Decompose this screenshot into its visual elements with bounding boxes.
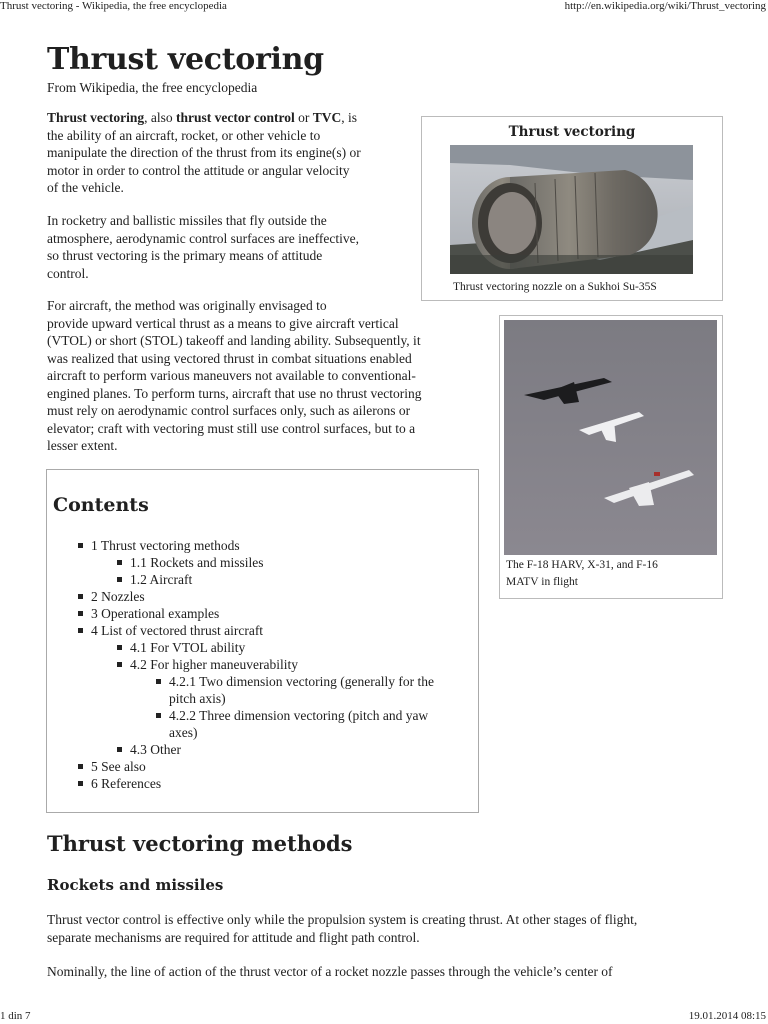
toc-title: Contents [53, 494, 149, 516]
toc-item[interactable]: 4 List of vectored thrust aircraft [91, 623, 264, 638]
toc-item[interactable]: 1.1 Rockets and missiles [130, 555, 264, 570]
intro-text: or [294, 110, 313, 125]
toc-item-continuation[interactable]: axes) [169, 725, 198, 740]
para-line: engined planes. To perform turns, aircraft that use no thrust vectoring [47, 385, 422, 401]
toc-item[interactable]: 4.3 Other [130, 742, 181, 757]
toc-item[interactable]: 4.2.2 Three dimension vectoring (pitch and yaw [169, 708, 429, 723]
intro-text: , also [144, 110, 176, 125]
print-header-url: http://en.wikipedia.org/wiki/Thrust_vectoring [564, 0, 766, 12]
toc-item[interactable]: 5 See also [91, 759, 146, 774]
toc-item[interactable]: 1.2 Aircraft [130, 572, 193, 587]
para-line: control. [47, 265, 89, 281]
para-line: separate mechanisms are required for attitude and flight path control. [47, 929, 420, 945]
term-thrust-vectoring: Thrust vectoring [47, 110, 145, 125]
toc-item[interactable]: 4.1 For VTOL ability [130, 640, 246, 655]
infobox-title: Thrust vectoring [508, 124, 636, 140]
paragraph-rocketry [47, 212, 359, 282]
table-of-contents [46, 469, 479, 813]
subsection-heading: Rockets and missiles [47, 876, 224, 894]
thumbnail-caption-line: MATV in flight [506, 576, 578, 588]
intro-line: motor in order to control the attitude or angular velocity [47, 162, 350, 178]
toc-item[interactable]: 6 References [91, 776, 162, 791]
section-paragraph [47, 911, 637, 946]
para-line: was realized that using vectored thrust in combat situations enabled [47, 350, 412, 366]
section-heading: Thrust vectoring methods [47, 831, 353, 856]
infobox-caption: Thrust vectoring nozzle on a Sukhoi Su-35S [453, 281, 657, 293]
paragraph-aircraft [47, 297, 421, 455]
para-line: (VTOL) or short (STOL) takeoff and landing ability. Subsequently, it [47, 333, 421, 348]
para-line: provide upward vertical thrust as a means to give aircraft vertical [47, 315, 399, 331]
toc-item[interactable]: 2 Nozzles [91, 589, 145, 604]
para-line: atmosphere, aerodynamic control surfaces are ineffective, [47, 230, 359, 246]
page-subtitle: From Wikipedia, the free encyclopedia [47, 80, 258, 95]
para-line: must rely on aerodynamic control surfaces only, such as ailerons or [47, 403, 411, 418]
thumbnail-caption-line: The F-18 HARV, X-31, and F-16 [506, 559, 658, 571]
toc-item[interactable]: 4.2 For higher maneuverability [130, 657, 298, 672]
section-paragraph: Nominally, the line of action of the thrust vector of a rocket nozzle passes through the vehicle’s center of [47, 964, 613, 979]
intro-line: the ability of an aircraft, rocket, or other vehicle to [47, 127, 321, 143]
print-header-title: Thrust vectoring - Wikipedia, the free encyclopedia [0, 0, 227, 12]
print-footer-datetime: 19.01.2014 08:15 [688, 1010, 766, 1022]
para-line: aircraft to perform various maneuvers not available to conventional- [47, 368, 416, 383]
toc-item[interactable]: 1 Thrust vectoring methods [91, 538, 240, 553]
term-tvc: TVC [312, 110, 342, 125]
toc-item[interactable]: 3 Operational examples [91, 606, 220, 621]
para-line: so thrust vectoring is the primary means of attitude [47, 248, 323, 263]
intro-text: , is [341, 110, 358, 125]
toc-item[interactable]: 4.2.1 Two dimension vectoring (generally for the [169, 674, 434, 689]
para-line: elevator; craft with vectoring must still use control surfaces, but to a [47, 420, 416, 436]
para-line: For aircraft, the method was originally envisaged to [47, 298, 327, 313]
infobox-thrust-vectoring [421, 116, 723, 301]
print-footer-page: 1 din 7 [0, 1010, 31, 1022]
intro-line: manipulate the direction of the thrust from its engine(s) or [47, 145, 361, 160]
para-line: Thrust vector control is effective only while the propulsion system is creating thrust. At other stages of flight, [47, 912, 638, 927]
intro-paragraph [47, 109, 417, 197]
aircraft-flight-photo [504, 320, 717, 555]
term-tvc-long: thrust vector control [176, 110, 295, 125]
nozzle-photo [450, 145, 693, 274]
para-line: lesser extent. [47, 438, 118, 453]
para-line: In rocketry and ballistic missiles that fly outside the [47, 213, 327, 228]
toc-item-continuation[interactable]: pitch axis) [169, 691, 226, 706]
intro-line-1 [47, 109, 417, 127]
intro-line: of the vehicle. [47, 180, 124, 195]
page-title: Thrust vectoring [47, 42, 324, 77]
thumbnail-aircraft-in-flight [499, 315, 723, 599]
